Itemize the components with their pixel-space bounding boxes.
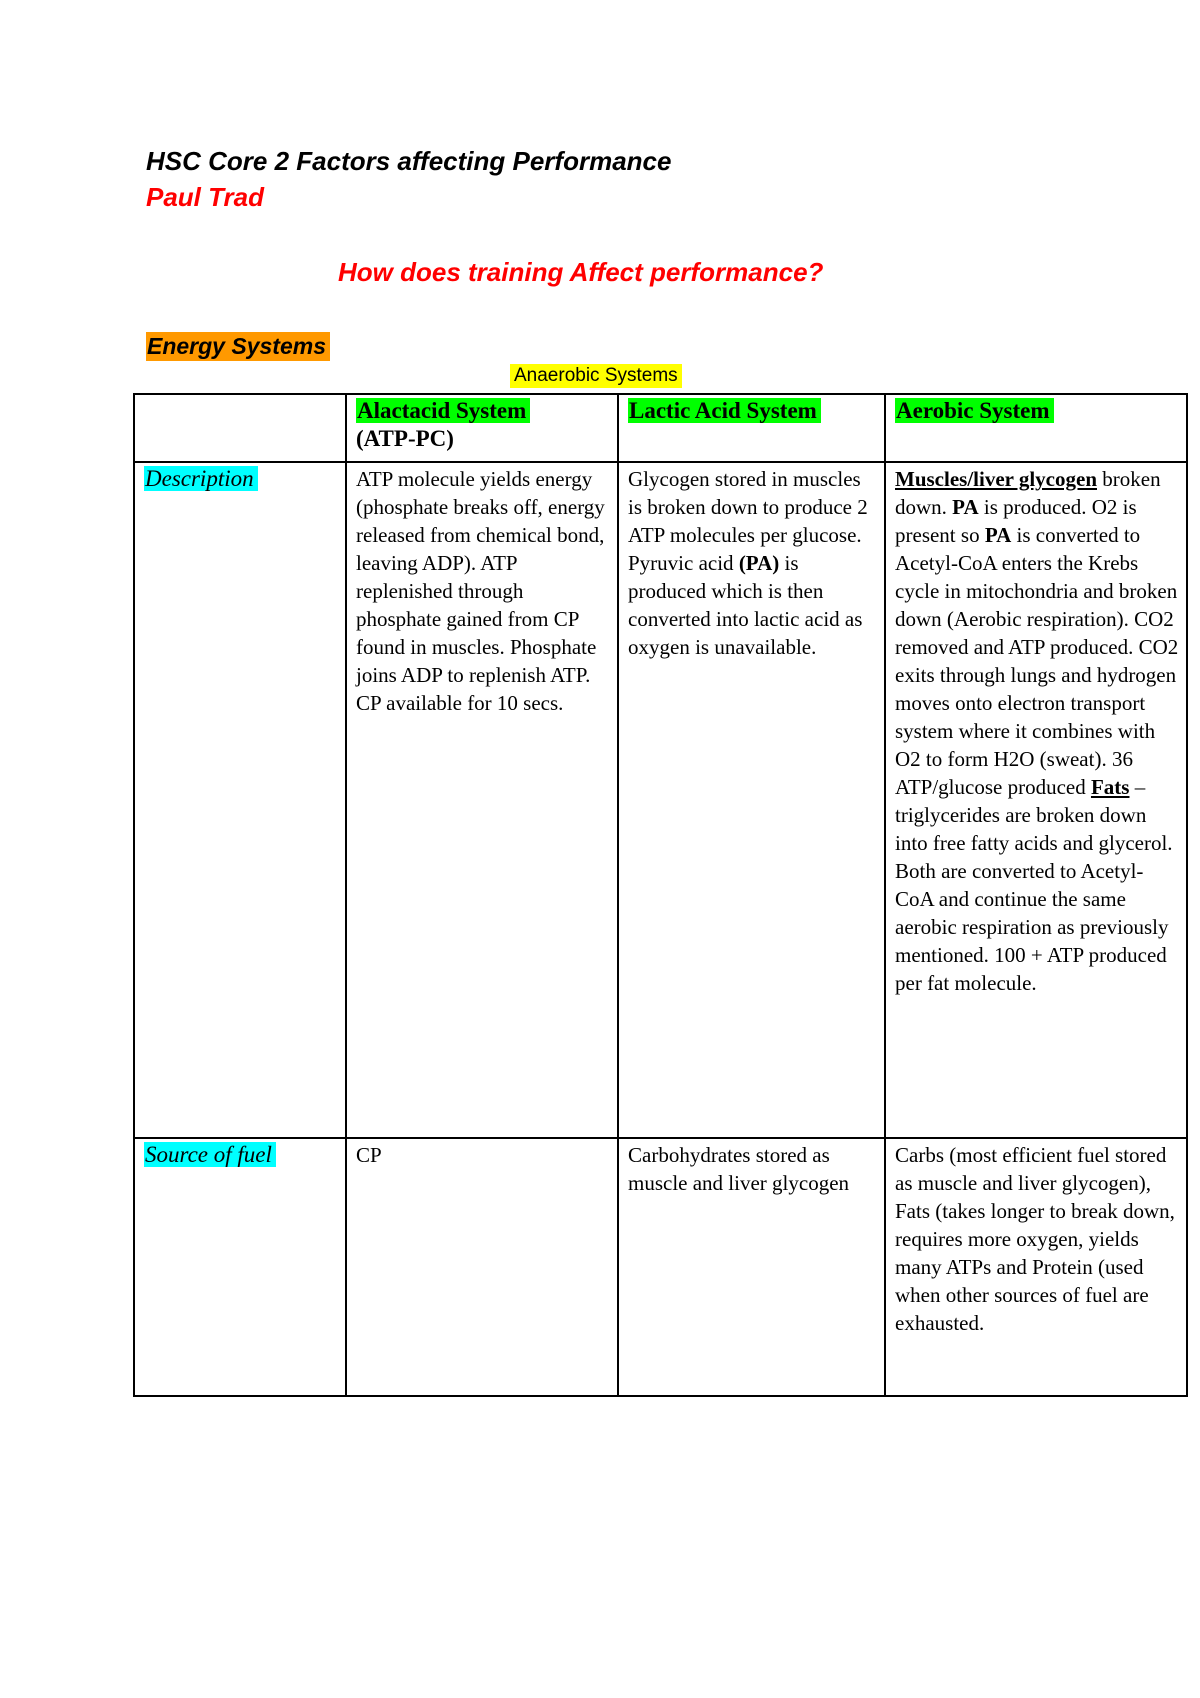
- pa-term: PA: [984, 523, 1012, 547]
- table-header-row: [134, 394, 1187, 462]
- lactic-fuel: Carbohydrates stored as muscle and liver glycogen: [618, 1138, 885, 1396]
- source-of-fuel-label: Source of fuel: [144, 1142, 276, 1167]
- aerobic-system-label: Aerobic System: [895, 398, 1054, 423]
- muscles-liver-glycogen-heading: Muscles/liver glycogen: [895, 467, 1097, 491]
- alactacid-system-label: Alactacid System: [356, 398, 530, 423]
- row-label-cell: [134, 462, 346, 1138]
- lactic-desc-text-2: is produced which is then converted into lactic acid as oxygen is unavailable.: [628, 551, 863, 659]
- aerobic-desc-text-2: is produced. O2 is present so: [895, 495, 1137, 547]
- lactic-description: [618, 462, 885, 1138]
- atp-pc-label: (ATP-PC): [356, 426, 454, 451]
- table-row-source-of-fuel: [134, 1138, 1187, 1396]
- header-alactacid: [346, 394, 618, 462]
- energy-systems-table: [133, 393, 1188, 1397]
- lactic-acid-system-label: Lactic Acid System: [628, 398, 821, 423]
- aerobic-desc-text-1: broken down.: [895, 467, 1161, 519]
- alactacid-description: ATP molecule yields energy (phosphate breaks off, energy released from chemical bond, leaving ADP). ATP replenished through phosphate gained from CP found in muscles. Phosphate joins ADP to replenish ATP. CP available for 10 secs.: [346, 462, 618, 1138]
- section-question: How does training Affect performance?: [338, 257, 824, 287]
- table-row-description: [134, 462, 1187, 1138]
- pa-term: PA: [952, 495, 979, 519]
- aerobic-desc-text-3: is converted to Acetyl-CoA enters the Krebs cycle in mitochondria and broken down (Aerobic respiration). CO2 removed and ATP produced. CO2 exits through lungs and hydrogen moves onto electron transport system where it combines with O2 to form H2O (sweat). 36 ATP/glucose produced: [895, 523, 1179, 799]
- description-label: Description: [144, 466, 258, 491]
- aerobic-desc-text-4: – triglycerides are broken down into free fatty acids and glycerol. Both are converted to Acetyl-CoA and continue the same aerobic respiration as previously mentioned. 100 + ATP produced per fat molecule.: [895, 775, 1173, 995]
- corner-cell: [134, 394, 346, 462]
- lactic-desc-text-1: Glycogen stored in muscles is broken down to produce 2 ATP molecules per glucose. Pyruvic acid: [628, 467, 868, 575]
- alactacid-fuel: CP: [346, 1138, 618, 1396]
- header-lactic: [618, 394, 885, 462]
- pa-term: (PA): [738, 551, 780, 575]
- anaerobic-systems-label: Anaerobic Systems: [510, 364, 682, 388]
- fats-heading: Fats: [1090, 775, 1130, 799]
- header-aerobic: [885, 394, 1187, 462]
- row-label-cell: [134, 1138, 346, 1396]
- energy-systems-heading: Energy Systems: [146, 332, 330, 361]
- aerobic-description: [885, 462, 1187, 1138]
- document-title: HSC Core 2 Factors affecting Performance: [146, 146, 672, 176]
- aerobic-fuel: Carbs (most efficient fuel stored as muscle and liver glycogen), Fats (takes longer to break down, requires more oxygen, yields many ATPs and Protein (used when other sources of fuel are exhausted.: [885, 1138, 1187, 1396]
- author-name: Paul Trad: [146, 182, 265, 212]
